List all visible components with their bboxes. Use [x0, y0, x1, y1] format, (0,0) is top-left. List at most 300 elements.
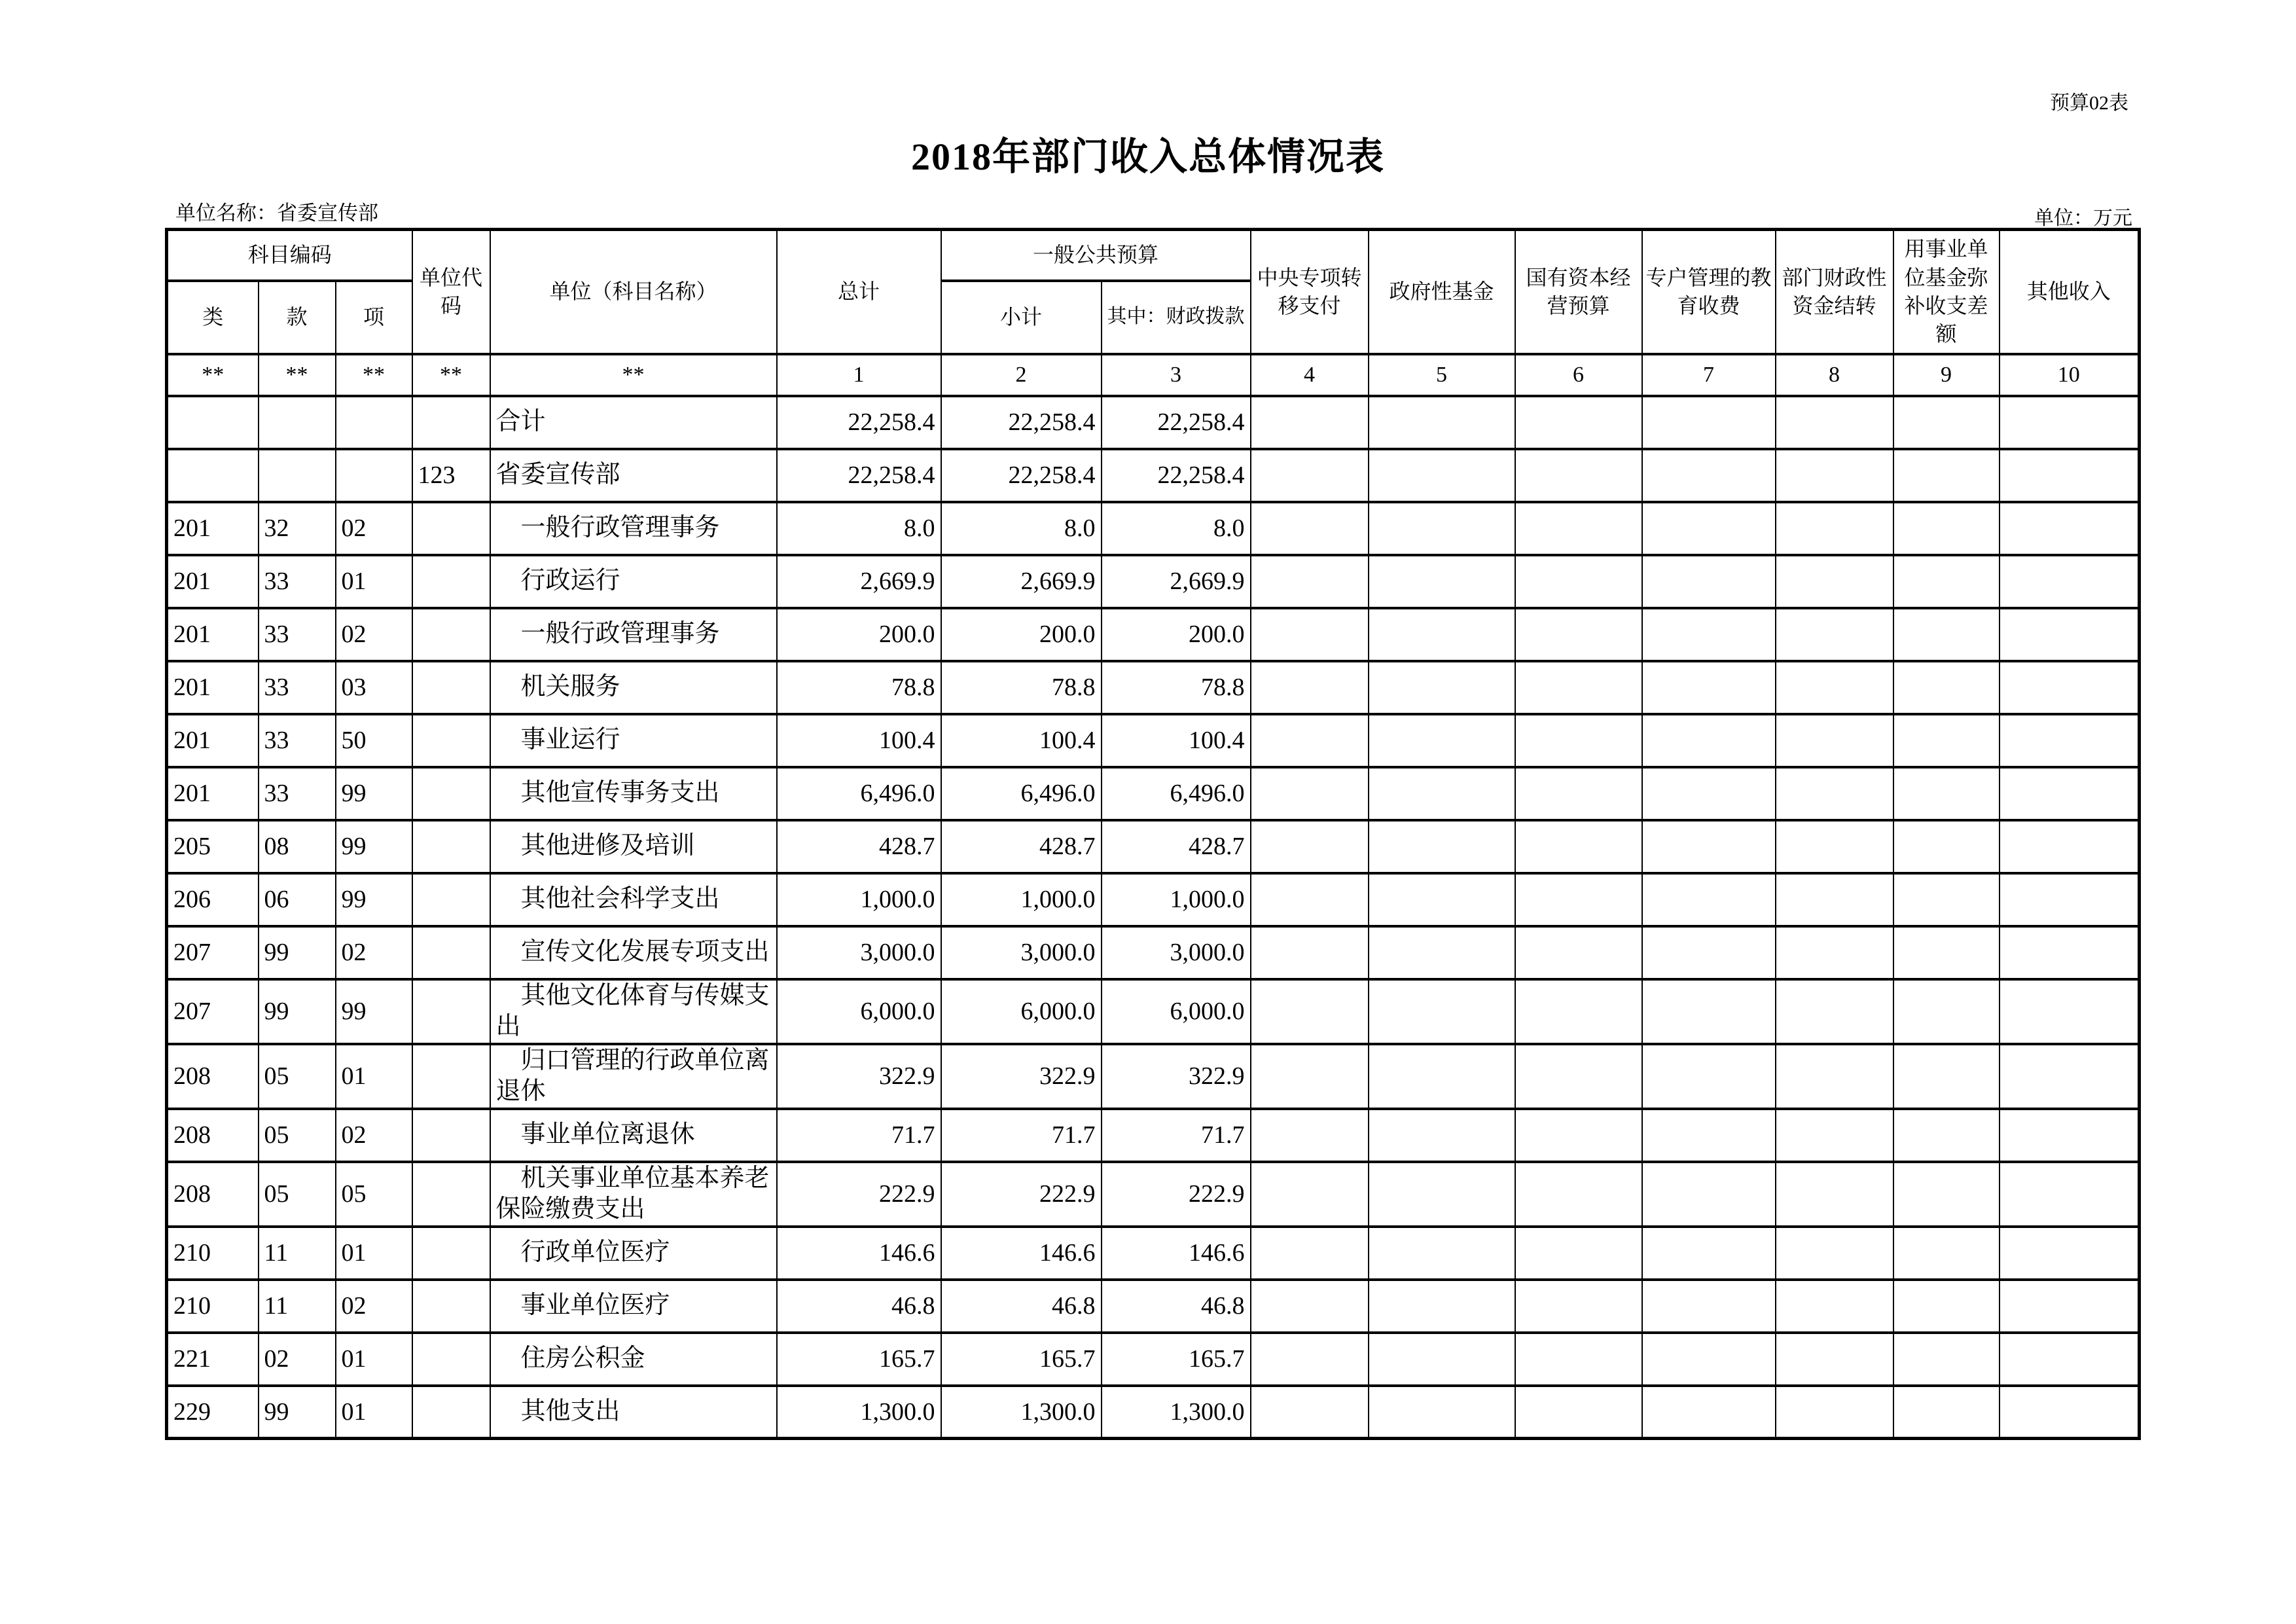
- unit-fund-balance-value-cell: [1893, 1386, 2000, 1439]
- govt-fund-value-cell: [1369, 502, 1515, 555]
- other-income-value-cell: [2000, 1280, 2140, 1333]
- unit-fund-balance-value-cell: [1893, 1227, 2000, 1280]
- dept-carryover-value-cell: [1776, 1386, 1893, 1439]
- other-income-value-cell: [2000, 820, 2140, 873]
- central-transfer-value-cell: [1251, 1386, 1369, 1439]
- header-general-budget-group: 一般公共预算: [941, 230, 1251, 281]
- unit-fund-balance-value-cell: [1893, 820, 2000, 873]
- govt-fund-value-cell: [1369, 926, 1515, 979]
- header-subject-code-group: 科目编码: [167, 230, 412, 281]
- central-transfer-value-cell: [1251, 979, 1369, 1044]
- govt-fund-value-cell: [1369, 1227, 1515, 1280]
- central-transfer-value-cell: [1251, 873, 1369, 926]
- total-value-cell: 78.8: [777, 661, 941, 714]
- total-value-cell: 8.0: [777, 502, 941, 555]
- govt-fund-value-cell: [1369, 1044, 1515, 1109]
- code-lei-cell: 207: [167, 926, 259, 979]
- income-table: [165, 228, 2141, 1440]
- index-cell: **: [167, 354, 259, 396]
- subtotal-value-cell: 3,000.0: [941, 926, 1102, 979]
- total-value-cell: 165.7: [777, 1333, 941, 1386]
- code-kuan-cell: 06: [259, 873, 336, 926]
- dept-carryover-value-cell: [1776, 873, 1893, 926]
- govt-fund-value-cell: [1369, 979, 1515, 1044]
- unit-fund-balance-value-cell: [1893, 873, 2000, 926]
- edu-fee-value-cell: [1642, 714, 1776, 767]
- fiscal-value-cell: 8.0: [1102, 502, 1251, 555]
- central-transfer-value-cell: [1251, 820, 1369, 873]
- other-income-value-cell: [2000, 1109, 2140, 1162]
- govt-fund-value-cell: [1369, 608, 1515, 661]
- subtotal-value-cell: 78.8: [941, 661, 1102, 714]
- other-income-value-cell: [2000, 502, 2140, 555]
- table-row: [167, 1109, 2140, 1162]
- code-lei-cell: 201: [167, 661, 259, 714]
- subtotal-value-cell: 146.6: [941, 1227, 1102, 1280]
- code-lei-cell: 201: [167, 767, 259, 820]
- code-lei-cell: 207: [167, 979, 259, 1044]
- dept-carryover-value-cell: [1776, 1280, 1893, 1333]
- edu-fee-value-cell: [1642, 873, 1776, 926]
- other-income-value-cell: [2000, 396, 2140, 449]
- unit-code-cell: [412, 661, 490, 714]
- index-cell: 4: [1251, 354, 1369, 396]
- unit-code-cell: [412, 979, 490, 1044]
- subtotal-value-cell: 222.9: [941, 1162, 1102, 1227]
- code-lei-cell: 201: [167, 608, 259, 661]
- fiscal-value-cell: 46.8: [1102, 1280, 1251, 1333]
- subject-name-cell: 行政运行: [490, 555, 777, 608]
- govt-fund-value-cell: [1369, 873, 1515, 926]
- unit-fund-balance-value-cell: [1893, 1333, 2000, 1386]
- govt-fund-value-cell: [1369, 767, 1515, 820]
- fiscal-value-cell: 322.9: [1102, 1044, 1251, 1109]
- unit-fund-balance-value-cell: [1893, 502, 2000, 555]
- code-kuan-cell: 33: [259, 608, 336, 661]
- index-cell: 3: [1102, 354, 1251, 396]
- unit-fund-balance-value-cell: [1893, 555, 2000, 608]
- state-capital-value-cell: [1515, 1044, 1642, 1109]
- state-capital-value-cell: [1515, 1386, 1642, 1439]
- govt-fund-value-cell: [1369, 1162, 1515, 1227]
- header-central-transfer: 中央专项转移支付: [1251, 230, 1369, 354]
- subject-name-cell: 事业单位离退休: [490, 1109, 777, 1162]
- other-income-value-cell: [2000, 608, 2140, 661]
- unit-code-cell: [412, 714, 490, 767]
- unit-code-cell: [412, 608, 490, 661]
- fiscal-value-cell: 200.0: [1102, 608, 1251, 661]
- govt-fund-value-cell: [1369, 1333, 1515, 1386]
- table-row: [167, 926, 2140, 979]
- header-dept-carryover: 部门财政性资金结转: [1776, 230, 1893, 354]
- other-income-value-cell: [2000, 1162, 2140, 1227]
- dept-carryover-value-cell: [1776, 661, 1893, 714]
- code-xiang-cell: 99: [336, 767, 412, 820]
- index-cell: 1: [777, 354, 941, 396]
- table-header: [167, 230, 2140, 396]
- other-income-value-cell: [2000, 926, 2140, 979]
- subject-name-cell: 宣传文化发展专项支出: [490, 926, 777, 979]
- unit-code-cell: [412, 396, 490, 449]
- fiscal-value-cell: 165.7: [1102, 1333, 1251, 1386]
- other-income-value-cell: [2000, 555, 2140, 608]
- total-value-cell: 428.7: [777, 820, 941, 873]
- total-value-cell: 22,258.4: [777, 396, 941, 449]
- fiscal-value-cell: 1,300.0: [1102, 1386, 1251, 1439]
- total-value-cell: 2,669.9: [777, 555, 941, 608]
- unit-code-cell: [412, 1162, 490, 1227]
- index-cell: **: [336, 354, 412, 396]
- unit-fund-balance-value-cell: [1893, 767, 2000, 820]
- govt-fund-value-cell: [1369, 714, 1515, 767]
- fiscal-value-cell: 428.7: [1102, 820, 1251, 873]
- code-kuan-cell: [259, 449, 336, 502]
- fiscal-value-cell: 100.4: [1102, 714, 1251, 767]
- unit-fund-balance-value-cell: [1893, 608, 2000, 661]
- unit-fund-balance-value-cell: [1893, 714, 2000, 767]
- code-xiang-cell: 03: [336, 661, 412, 714]
- total-value-cell: 200.0: [777, 608, 941, 661]
- header-edu-fee: 专户管理的教育收费: [1642, 230, 1776, 354]
- subtotal-value-cell: 6,000.0: [941, 979, 1102, 1044]
- edu-fee-value-cell: [1642, 608, 1776, 661]
- central-transfer-value-cell: [1251, 396, 1369, 449]
- page-title: 2018年部门收入总体情况表: [910, 135, 1385, 178]
- code-xiang-cell: 99: [336, 820, 412, 873]
- subtotal-value-cell: 100.4: [941, 714, 1102, 767]
- code-lei-cell: 201: [167, 502, 259, 555]
- edu-fee-value-cell: [1642, 1162, 1776, 1227]
- table-row: [167, 1227, 2140, 1280]
- subject-name-cell: 其他进修及培训: [490, 820, 777, 873]
- edu-fee-value-cell: [1642, 979, 1776, 1044]
- unit-fund-balance-value-cell: [1893, 926, 2000, 979]
- subtotal-value-cell: 71.7: [941, 1109, 1102, 1162]
- table-row: [167, 714, 2140, 767]
- subtotal-value-cell: 22,258.4: [941, 396, 1102, 449]
- edu-fee-value-cell: [1642, 1386, 1776, 1439]
- code-kuan-cell: 05: [259, 1044, 336, 1109]
- dept-carryover-value-cell: [1776, 449, 1893, 502]
- code-kuan-cell: 99: [259, 926, 336, 979]
- index-cell: 6: [1515, 354, 1642, 396]
- money-unit-label: 单位：万元: [2034, 208, 2132, 229]
- other-income-value-cell: [2000, 449, 2140, 502]
- subtotal-value-cell: 1,300.0: [941, 1386, 1102, 1439]
- total-value-cell: 1,300.0: [777, 1386, 941, 1439]
- edu-fee-value-cell: [1642, 1227, 1776, 1280]
- govt-fund-value-cell: [1369, 1109, 1515, 1162]
- unit-fund-balance-value-cell: [1893, 1044, 2000, 1109]
- central-transfer-value-cell: [1251, 555, 1369, 608]
- unit-code-cell: [412, 555, 490, 608]
- header-other-income: 其他收入: [2000, 230, 2140, 354]
- code-xiang-cell: 99: [336, 873, 412, 926]
- unit-code-cell: [412, 502, 490, 555]
- subject-name-cell: 事业运行: [490, 714, 777, 767]
- central-transfer-value-cell: [1251, 1280, 1369, 1333]
- edu-fee-value-cell: [1642, 1333, 1776, 1386]
- unit-code-cell: 123: [412, 449, 490, 502]
- state-capital-value-cell: [1515, 1280, 1642, 1333]
- unit-fund-balance-value-cell: [1893, 396, 2000, 449]
- subtotal-value-cell: 8.0: [941, 502, 1102, 555]
- total-value-cell: 46.8: [777, 1280, 941, 1333]
- other-income-value-cell: [2000, 979, 2140, 1044]
- code-kuan-cell: 33: [259, 714, 336, 767]
- govt-fund-value-cell: [1369, 1386, 1515, 1439]
- subtotal-value-cell: 322.9: [941, 1044, 1102, 1109]
- unit-code-cell: [412, 1386, 490, 1439]
- code-lei-cell: 208: [167, 1044, 259, 1109]
- subject-name-cell: 一般行政管理事务: [490, 608, 777, 661]
- header-xiang: 项: [336, 281, 412, 354]
- code-xiang-cell: 01: [336, 1227, 412, 1280]
- unit-code-cell: [412, 873, 490, 926]
- state-capital-value-cell: [1515, 449, 1642, 502]
- central-transfer-value-cell: [1251, 1109, 1369, 1162]
- total-value-cell: 6,496.0: [777, 767, 941, 820]
- code-kuan-cell: 33: [259, 661, 336, 714]
- form-number: 预算02表: [2050, 92, 2128, 114]
- code-lei-cell: 201: [167, 555, 259, 608]
- header-unit-name: 单位（科目名称）: [490, 230, 777, 354]
- central-transfer-value-cell: [1251, 449, 1369, 502]
- code-lei-cell: 205: [167, 820, 259, 873]
- total-value-cell: 222.9: [777, 1162, 941, 1227]
- header-unit-fund-balance: 用事业单位基金弥补收支差额: [1893, 230, 2000, 354]
- code-lei-cell: 201: [167, 714, 259, 767]
- central-transfer-value-cell: [1251, 502, 1369, 555]
- index-cell: 2: [941, 354, 1102, 396]
- table-row: [167, 502, 2140, 555]
- central-transfer-value-cell: [1251, 1333, 1369, 1386]
- code-kuan-cell: 11: [259, 1280, 336, 1333]
- code-lei-cell: 229: [167, 1386, 259, 1439]
- fiscal-value-cell: 22,258.4: [1102, 396, 1251, 449]
- state-capital-value-cell: [1515, 767, 1642, 820]
- fiscal-value-cell: 146.6: [1102, 1227, 1251, 1280]
- unit-code-cell: [412, 1227, 490, 1280]
- code-xiang-cell: 05: [336, 1162, 412, 1227]
- subtotal-value-cell: 46.8: [941, 1280, 1102, 1333]
- dept-carryover-value-cell: [1776, 767, 1893, 820]
- state-capital-value-cell: [1515, 1109, 1642, 1162]
- table-row: [167, 1333, 2140, 1386]
- state-capital-value-cell: [1515, 1333, 1642, 1386]
- govt-fund-value-cell: [1369, 555, 1515, 608]
- code-lei-cell: 221: [167, 1333, 259, 1386]
- subtotal-value-cell: 165.7: [941, 1333, 1102, 1386]
- dept-carryover-value-cell: [1776, 1227, 1893, 1280]
- subject-name-cell: 其他支出: [490, 1386, 777, 1439]
- subject-name-cell: 归口管理的行政单位离退休: [490, 1044, 777, 1109]
- fiscal-value-cell: 2,669.9: [1102, 555, 1251, 608]
- code-kuan-cell: [259, 396, 336, 449]
- header-index-row: [167, 354, 2140, 396]
- fiscal-value-cell: 222.9: [1102, 1162, 1251, 1227]
- govt-fund-value-cell: [1369, 396, 1515, 449]
- central-transfer-value-cell: [1251, 1162, 1369, 1227]
- fiscal-value-cell: 78.8: [1102, 661, 1251, 714]
- code-kuan-cell: 11: [259, 1227, 336, 1280]
- dept-carryover-value-cell: [1776, 502, 1893, 555]
- index-cell: 7: [1642, 354, 1776, 396]
- state-capital-value-cell: [1515, 555, 1642, 608]
- index-cell: 9: [1893, 354, 2000, 396]
- central-transfer-value-cell: [1251, 1044, 1369, 1109]
- code-kuan-cell: 02: [259, 1333, 336, 1386]
- subtotal-value-cell: 2,669.9: [941, 555, 1102, 608]
- code-xiang-cell: 99: [336, 979, 412, 1044]
- dept-carryover-value-cell: [1776, 555, 1893, 608]
- total-value-cell: 3,000.0: [777, 926, 941, 979]
- index-cell: 10: [2000, 354, 2140, 396]
- state-capital-value-cell: [1515, 502, 1642, 555]
- central-transfer-value-cell: [1251, 608, 1369, 661]
- code-xiang-cell: 02: [336, 1109, 412, 1162]
- edu-fee-value-cell: [1642, 767, 1776, 820]
- unit-code-cell: [412, 767, 490, 820]
- other-income-value-cell: [2000, 873, 2140, 926]
- table-row: [167, 608, 2140, 661]
- state-capital-value-cell: [1515, 926, 1642, 979]
- total-value-cell: 22,258.4: [777, 449, 941, 502]
- unit-fund-balance-value-cell: [1893, 1280, 2000, 1333]
- dept-carryover-value-cell: [1776, 1333, 1893, 1386]
- table-row: [167, 1280, 2140, 1333]
- other-income-value-cell: [2000, 1227, 2140, 1280]
- subject-name-cell: 机关事业单位基本养老保险缴费支出: [490, 1162, 777, 1227]
- subtotal-value-cell: 6,496.0: [941, 767, 1102, 820]
- unit-fund-balance-value-cell: [1893, 979, 2000, 1044]
- dept-carryover-value-cell: [1776, 608, 1893, 661]
- code-kuan-cell: 99: [259, 979, 336, 1044]
- other-income-value-cell: [2000, 1386, 2140, 1439]
- code-xiang-cell: 02: [336, 926, 412, 979]
- code-kuan-cell: 33: [259, 767, 336, 820]
- unit-code-cell: [412, 1280, 490, 1333]
- central-transfer-value-cell: [1251, 1227, 1369, 1280]
- unit-fund-balance-value-cell: [1893, 1109, 2000, 1162]
- fiscal-value-cell: 71.7: [1102, 1109, 1251, 1162]
- table-row: [167, 1162, 2140, 1227]
- edu-fee-value-cell: [1642, 661, 1776, 714]
- state-capital-value-cell: [1515, 661, 1642, 714]
- code-xiang-cell: [336, 449, 412, 502]
- state-capital-value-cell: [1515, 820, 1642, 873]
- subtotal-value-cell: 1,000.0: [941, 873, 1102, 926]
- header-kuan: 款: [259, 281, 336, 354]
- edu-fee-value-cell: [1642, 449, 1776, 502]
- index-cell: 8: [1776, 354, 1893, 396]
- edu-fee-value-cell: [1642, 926, 1776, 979]
- state-capital-value-cell: [1515, 979, 1642, 1044]
- state-capital-value-cell: [1515, 1227, 1642, 1280]
- total-value-cell: 6,000.0: [777, 979, 941, 1044]
- code-xiang-cell: 01: [336, 1044, 412, 1109]
- code-lei-cell: 208: [167, 1109, 259, 1162]
- table-row: [167, 555, 2140, 608]
- govt-fund-value-cell: [1369, 1280, 1515, 1333]
- unit-code-cell: [412, 926, 490, 979]
- unit-code-cell: [412, 1109, 490, 1162]
- code-lei-cell: 206: [167, 873, 259, 926]
- state-capital-value-cell: [1515, 396, 1642, 449]
- fiscal-value-cell: 1,000.0: [1102, 873, 1251, 926]
- central-transfer-value-cell: [1251, 926, 1369, 979]
- header-unit-code: 单位代码: [412, 230, 490, 354]
- table-row: [167, 1044, 2140, 1109]
- index-cell: **: [412, 354, 490, 396]
- total-value-cell: 100.4: [777, 714, 941, 767]
- edu-fee-value-cell: [1642, 1280, 1776, 1333]
- subject-name-cell: 其他宣传事务支出: [490, 767, 777, 820]
- code-xiang-cell: 50: [336, 714, 412, 767]
- central-transfer-value-cell: [1251, 767, 1369, 820]
- other-income-value-cell: [2000, 1333, 2140, 1386]
- total-value-cell: 146.6: [777, 1227, 941, 1280]
- unit-fund-balance-value-cell: [1893, 449, 2000, 502]
- subtotal-value-cell: 428.7: [941, 820, 1102, 873]
- unit-fund-balance-value-cell: [1893, 1162, 2000, 1227]
- other-income-value-cell: [2000, 714, 2140, 767]
- header-subtotal: 小计: [941, 281, 1102, 354]
- code-lei-cell: 210: [167, 1280, 259, 1333]
- dept-carryover-value-cell: [1776, 820, 1893, 873]
- total-value-cell: 322.9: [777, 1044, 941, 1109]
- govt-fund-value-cell: [1369, 449, 1515, 502]
- dept-carryover-value-cell: [1776, 926, 1893, 979]
- table-row: [167, 873, 2140, 926]
- subject-name-cell: 住房公积金: [490, 1333, 777, 1386]
- income-table-container: [165, 228, 2141, 1440]
- fiscal-value-cell: 22,258.4: [1102, 449, 1251, 502]
- edu-fee-value-cell: [1642, 555, 1776, 608]
- code-xiang-cell: 01: [336, 1386, 412, 1439]
- table-body: [167, 396, 2140, 1439]
- header-lei: 类: [167, 281, 259, 354]
- subject-name-cell: 一般行政管理事务: [490, 502, 777, 555]
- unit-name-label: 单位名称：省委宣传部: [175, 202, 378, 225]
- table-row: [167, 820, 2140, 873]
- subtotal-value-cell: 200.0: [941, 608, 1102, 661]
- other-income-value-cell: [2000, 661, 2140, 714]
- index-cell: **: [490, 354, 777, 396]
- code-lei-cell: 210: [167, 1227, 259, 1280]
- dept-carryover-value-cell: [1776, 1109, 1893, 1162]
- edu-fee-value-cell: [1642, 502, 1776, 555]
- unit-code-cell: [412, 820, 490, 873]
- subject-name-cell: 其他文化体育与传媒支出: [490, 979, 777, 1044]
- unit-fund-balance-value-cell: [1893, 661, 2000, 714]
- subject-name-cell: 行政单位医疗: [490, 1227, 777, 1280]
- code-xiang-cell: 02: [336, 608, 412, 661]
- edu-fee-value-cell: [1642, 396, 1776, 449]
- code-lei-cell: [167, 449, 259, 502]
- govt-fund-value-cell: [1369, 820, 1515, 873]
- govt-fund-value-cell: [1369, 661, 1515, 714]
- code-kuan-cell: 32: [259, 502, 336, 555]
- state-capital-value-cell: [1515, 714, 1642, 767]
- edu-fee-value-cell: [1642, 1044, 1776, 1109]
- code-kuan-cell: 05: [259, 1162, 336, 1227]
- subject-name-cell: 机关服务: [490, 661, 777, 714]
- fiscal-value-cell: 3,000.0: [1102, 926, 1251, 979]
- code-xiang-cell: 01: [336, 555, 412, 608]
- index-cell: 5: [1369, 354, 1515, 396]
- code-xiang-cell: 01: [336, 1333, 412, 1386]
